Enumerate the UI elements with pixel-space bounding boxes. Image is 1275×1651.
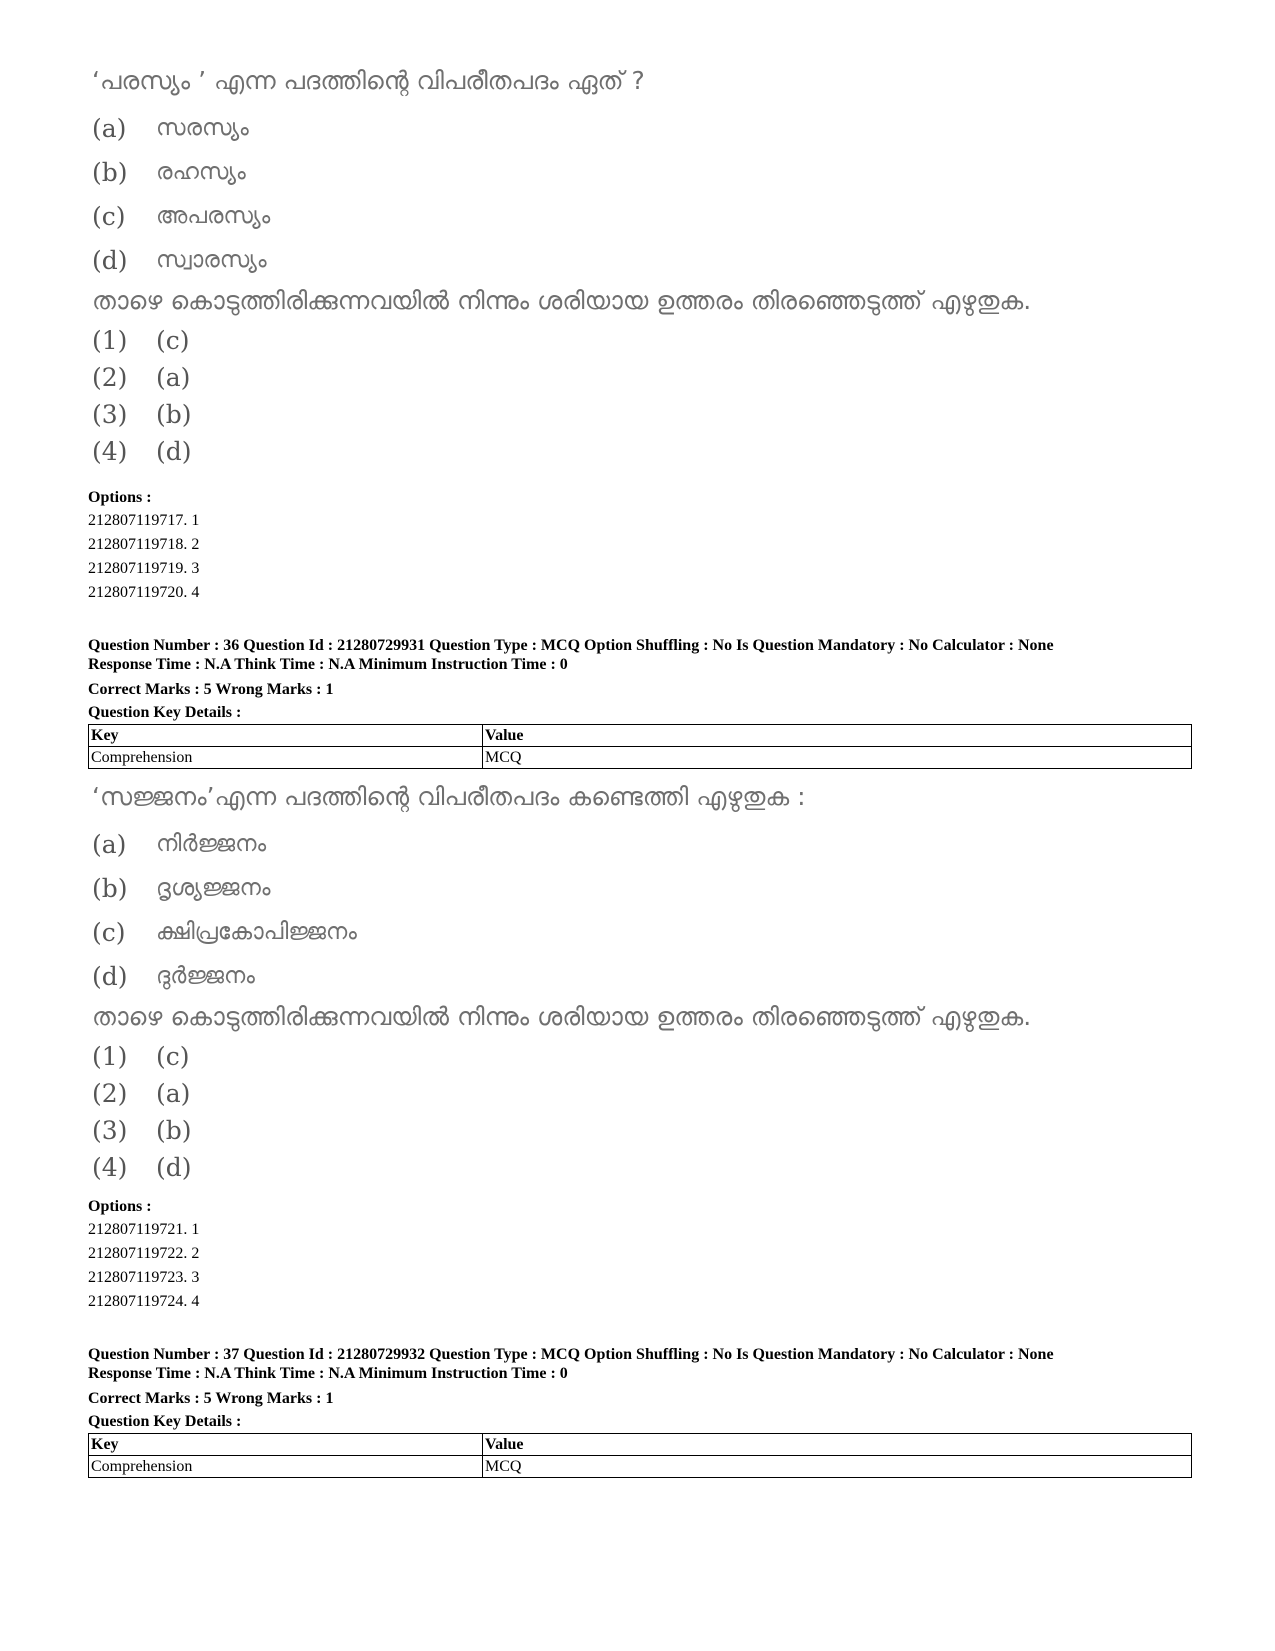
table-header-value: Value bbox=[483, 725, 1192, 747]
question-text: ‘പരസ്യം ’ എന്ന പദത്തിന്റെ വിപരീതപദം ഏത് ? bbox=[92, 66, 645, 95]
question-meta: Question Number : 37 Question Id : 21280729932 Question Type : MCQ Option Shuffling : No Is Question Mandatory : No Calculator : None bbox=[88, 1346, 1054, 1363]
choice-1: (1) (c) bbox=[92, 326, 190, 355]
answer-b: (b) ദൃശ്യജ്ജനം bbox=[92, 873, 271, 903]
option-line: 212807119719. 3 bbox=[88, 560, 200, 577]
key-details-table bbox=[88, 1433, 1192, 1478]
choice-1: (1) (c) bbox=[92, 1042, 190, 1071]
options-heading: Options : bbox=[88, 1198, 152, 1215]
table-header-key: Key bbox=[89, 725, 483, 747]
table-cell-value: MCQ bbox=[483, 747, 1192, 769]
option-line: 212807119718. 2 bbox=[88, 536, 200, 553]
option-line: 212807119717. 1 bbox=[88, 512, 200, 529]
answer-b: (b) രഹസ്യം bbox=[92, 157, 246, 187]
option-line: 212807119723. 3 bbox=[88, 1269, 200, 1286]
answer-a: (a) സരസ്യം bbox=[92, 113, 249, 143]
answer-a: (a) നിർജ്ജനം bbox=[92, 829, 267, 859]
choice-4: (4) (d) bbox=[92, 437, 192, 466]
marks-line: Correct Marks : 5 Wrong Marks : 1 bbox=[88, 681, 334, 698]
options-list-36 bbox=[88, 1195, 199, 1314]
option-line: 212807119720. 4 bbox=[88, 584, 200, 601]
answer-d: (d) സ്വാരസ്യം bbox=[92, 245, 267, 275]
instruction-text: താഴെ കൊടുത്തിരിക്കുന്നവയിൽ നിന്നും ശരിയായ ഉത്തരം തിരഞ്ഞെടുത്ത് എഴുതുക. bbox=[92, 286, 1032, 315]
choice-3: (3) (b) bbox=[92, 1116, 192, 1145]
question-meta: Question Number : 36 Question Id : 21280729931 Question Type : MCQ Option Shuffling : No Is Question Mandatory : No Calculator : None bbox=[88, 637, 1054, 654]
answer-c: (c) അപരസ്യം bbox=[92, 201, 271, 231]
option-line: 212807119722. 2 bbox=[88, 1245, 200, 1262]
options-list-35 bbox=[88, 486, 199, 605]
question-meta: Response Time : N.A Think Time : N.A Minimum Instruction Time : 0 bbox=[88, 656, 568, 673]
marks-line: Correct Marks : 5 Wrong Marks : 1 bbox=[88, 1390, 334, 1407]
option-line: 212807119724. 4 bbox=[88, 1293, 200, 1310]
table-cell-key: Comprehension bbox=[89, 1456, 483, 1478]
table-cell-value: MCQ bbox=[483, 1456, 1192, 1478]
instruction-text: താഴെ കൊടുത്തിരിക്കുന്നവയിൽ നിന്നും ശരിയായ ഉത്തരം തിരഞ്ഞെടുത്ത് എഴുതുക. bbox=[92, 1002, 1032, 1031]
question-36-scan bbox=[92, 782, 1031, 1186]
answer-d: (d) ദുർജ്ജനം bbox=[92, 961, 255, 991]
choice-2: (2) (a) bbox=[92, 1079, 191, 1108]
question-meta: Response Time : N.A Think Time : N.A Minimum Instruction Time : 0 bbox=[88, 1365, 568, 1382]
table-cell-key: Comprehension bbox=[89, 747, 483, 769]
answer-c: (c) ക്ഷിപ്രകോപിജ്ജനം bbox=[92, 917, 357, 947]
option-line: 212807119721. 1 bbox=[88, 1221, 200, 1238]
question-37-header bbox=[88, 1345, 1192, 1478]
options-heading: Options : bbox=[88, 489, 152, 506]
choice-3: (3) (b) bbox=[92, 400, 192, 429]
question-35-scan bbox=[92, 66, 1031, 470]
choice-2: (2) (a) bbox=[92, 363, 191, 392]
table-header-value: Value bbox=[483, 1434, 1192, 1456]
question-text: ‘സജ്ജനം’എന്ന പദത്തിന്റെ വിപരീതപദം കണ്ടെത്തി എഴുതുക : bbox=[92, 782, 806, 811]
key-details-heading: Question Key Details : bbox=[88, 704, 242, 721]
choice-4: (4) (d) bbox=[92, 1153, 192, 1182]
key-details-heading: Question Key Details : bbox=[88, 1413, 242, 1430]
key-details-table bbox=[88, 724, 1192, 769]
table-header-key: Key bbox=[89, 1434, 483, 1456]
question-36-header bbox=[88, 636, 1192, 769]
